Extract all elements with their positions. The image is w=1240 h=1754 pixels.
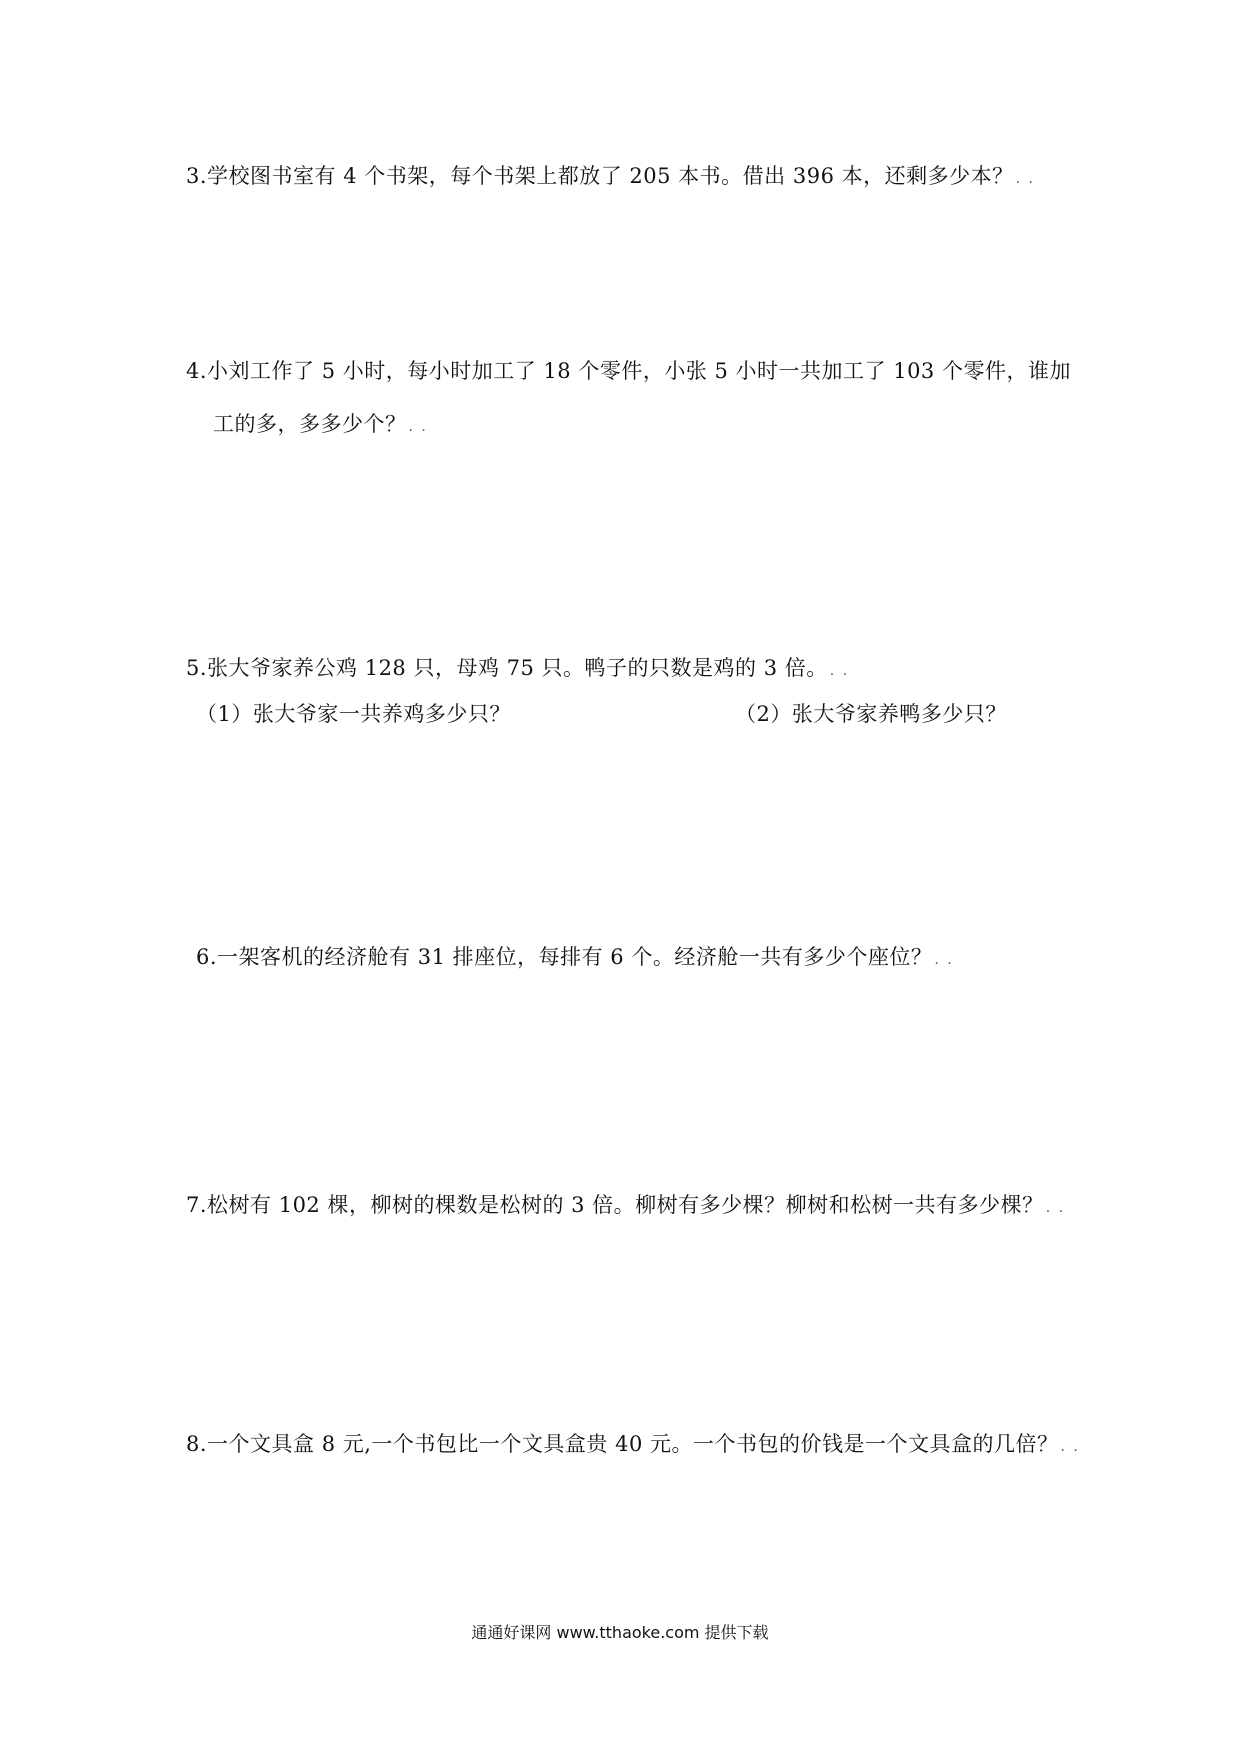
question-5-sub-2-text: （2）张大爷家养鸭多少只？: [735, 702, 1007, 726]
question-3: [186, 162, 1035, 193]
question-4-text-line-2: 工的多，多多少个？: [213, 412, 407, 436]
question-8: [186, 1430, 1080, 1461]
question-3-text: 3.学校图书室有 4 个书架，每个书架上都放了 205 本书。借出 396 本，还剩多少本？: [186, 164, 1014, 188]
question-8-text: 8.一个文具盒 8 元,一个书包比一个文具盒贵 40 元。一个书包的价钱是一个文具盒的几倍？: [186, 1432, 1059, 1456]
question-3-dots: . .: [1015, 171, 1035, 187]
footer-text: 通通好课网 www.tthaoke.com 提供下载: [471, 1623, 769, 1642]
question-6-text: 6.一架客机的经济舱有 31 排座位，每排有 6 个。经济舱一共有多少个座位？: [196, 945, 933, 969]
question-4-line-2: [213, 410, 428, 441]
question-5-text: 5.张大爷家养公鸡 128 只，母鸡 75 只。鸭子的只数是鸡的 3 倍。: [186, 656, 828, 680]
question-7-dots: . .: [1045, 1200, 1066, 1216]
question-4-line-1: [186, 357, 1071, 385]
question-5-sub-1: [196, 700, 511, 728]
question-8-dots: . .: [1060, 1439, 1080, 1455]
question-4-text-line-1: 4.小刘工作了 5 小时，每小时加工了 18 个零件，小张 5 小时一共加工了 103 个零件，谁加: [186, 359, 1071, 383]
question-4-dots: . .: [408, 419, 428, 435]
question-7: [186, 1191, 1065, 1222]
question-5-dots: . .: [829, 663, 850, 679]
page-footer: [0, 1622, 1240, 1644]
question-6: [196, 943, 954, 974]
question-6-dots: . .: [934, 952, 954, 968]
question-5: [186, 654, 849, 685]
question-5-sub-1-text: （1）张大爷家一共养鸡多少只？: [196, 702, 511, 726]
question-5-sub-2: [735, 700, 1007, 728]
question-7-text: 7.松树有 102 棵，柳树的棵数是松树的 3 倍。柳树有多少棵？柳树和松树一共有多少棵？: [186, 1193, 1044, 1217]
